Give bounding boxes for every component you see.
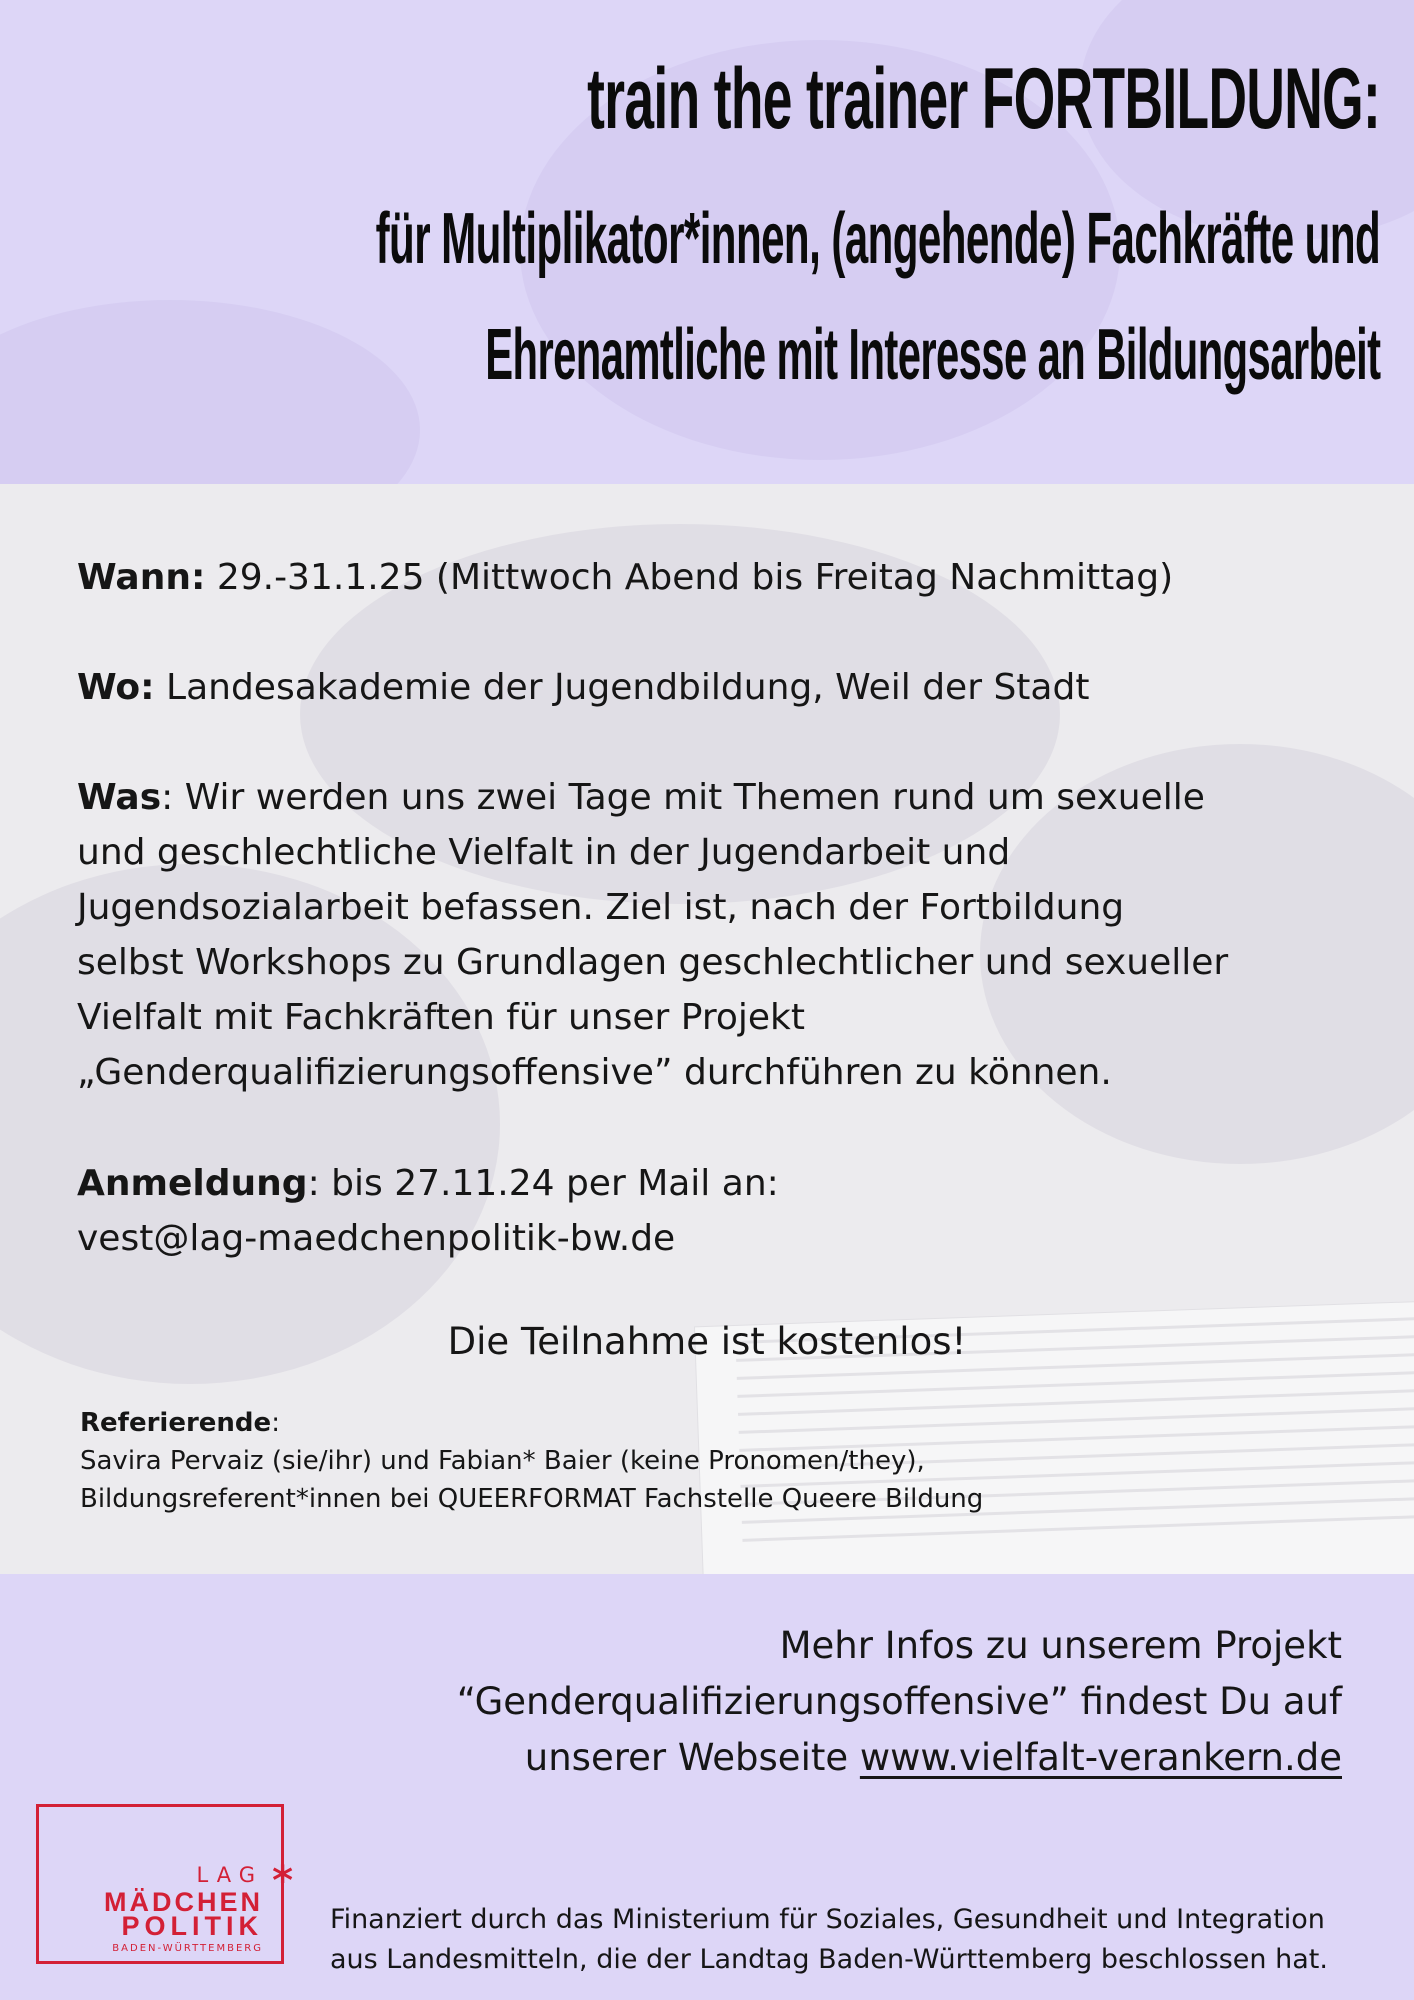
more-info-line: “Genderqualifizierungsoffensive” findest Du auf [456,1680,1342,1723]
speakers-label: Referierende [80,1408,272,1438]
logo-word-maedchen: MÄDCHEN [104,1887,263,1917]
registration-label: Anmeldung [77,1163,308,1204]
more-info-block [457,1618,1342,1786]
speakers-block [80,1404,983,1518]
registration-block [77,1156,779,1266]
funding-notice [330,1900,1328,1980]
what-line: und geschlechtliche Vielfalt in der Jugendarbeit und [77,832,1011,873]
what-line: Was: Wir werden uns zwei Tage mit Themen rund um sexuelle [77,777,1205,818]
when-value: 29.-31.1.25 (Mittwoch Abend bis Freitag Nachmittag) [205,557,1174,598]
logo-word-politik: POLITIK [121,1911,263,1941]
where-value: Landesakademie der Jugendbildung, Weil der Stadt [154,667,1090,708]
registration-line: Anmeldung: bis 27.11.24 per Mail an: [77,1163,779,1204]
page-title: train the trainer FORTBILDUNG: [586,51,1380,147]
logo-region-text: BADEN-WÜRTTEMBERG [112,1943,263,1954]
what-line: Jugendsozialarbeit befassen. Ziel ist, nach der Fortbildung [77,887,1125,928]
when-label: Wann: [77,557,206,598]
more-info-line: Mehr Infos zu unserem Projekt [779,1624,1342,1667]
website-link[interactable]: www.vielfalt-verankern.de [859,1736,1342,1779]
target-audience-line-1: für Multiplikator*innen, (angehende) Fachkräfte und [375,199,1380,279]
target-audience-line-2: Ehrenamtliche mit Interesse an Bildungsarbeit [484,315,1380,395]
footer-banner [0,1574,1414,2000]
where-row [77,660,1089,715]
where-label: Wo: [77,667,155,708]
what-line: Vielfalt mit Fachkräften für unser Projekt [77,997,805,1038]
lag-maedchenpolitik-logo [36,1804,293,1964]
funding-line: aus Landesmitteln, die der Landtag Baden-Württemberg beschlossen hat. [330,1944,1328,1975]
speakers-line: Savira Pervaiz (sie/ihr) und Fabian* Baier (keine Pronomen/they), [80,1446,925,1476]
what-block [77,770,1228,1100]
speakers-heading: Referierende: [80,1408,280,1438]
what-line: „Genderqualifizierungsoffensive” durchführen zu können. [77,1052,1112,1093]
funding-line: Finanziert durch das Ministerium für Soziales, Gesundheit und Integration [330,1904,1325,1935]
header-banner [0,0,1414,484]
logo-star-icon: * [272,1858,293,1904]
more-info-line: unserer Webseite www.vielfalt-verankern.de [524,1736,1342,1779]
speakers-line: Bildungsreferent*innen bei QUEERFORMAT Fachstelle Queere Bildung [80,1484,984,1514]
logo-lag-text: LAG [196,1863,263,1887]
what-line: selbst Workshops zu Grundlagen geschlechtlicher und sexueller [77,942,1229,983]
event-details-section [0,484,1414,1574]
background-photo-shade [0,300,420,484]
registration-email: vest@lag-maedchenpolitik-bw.de [77,1218,676,1259]
what-label: Was [77,777,162,818]
when-row [77,550,1173,605]
free-participation-note: Die Teilnahme ist kostenlos! [447,1320,967,1363]
